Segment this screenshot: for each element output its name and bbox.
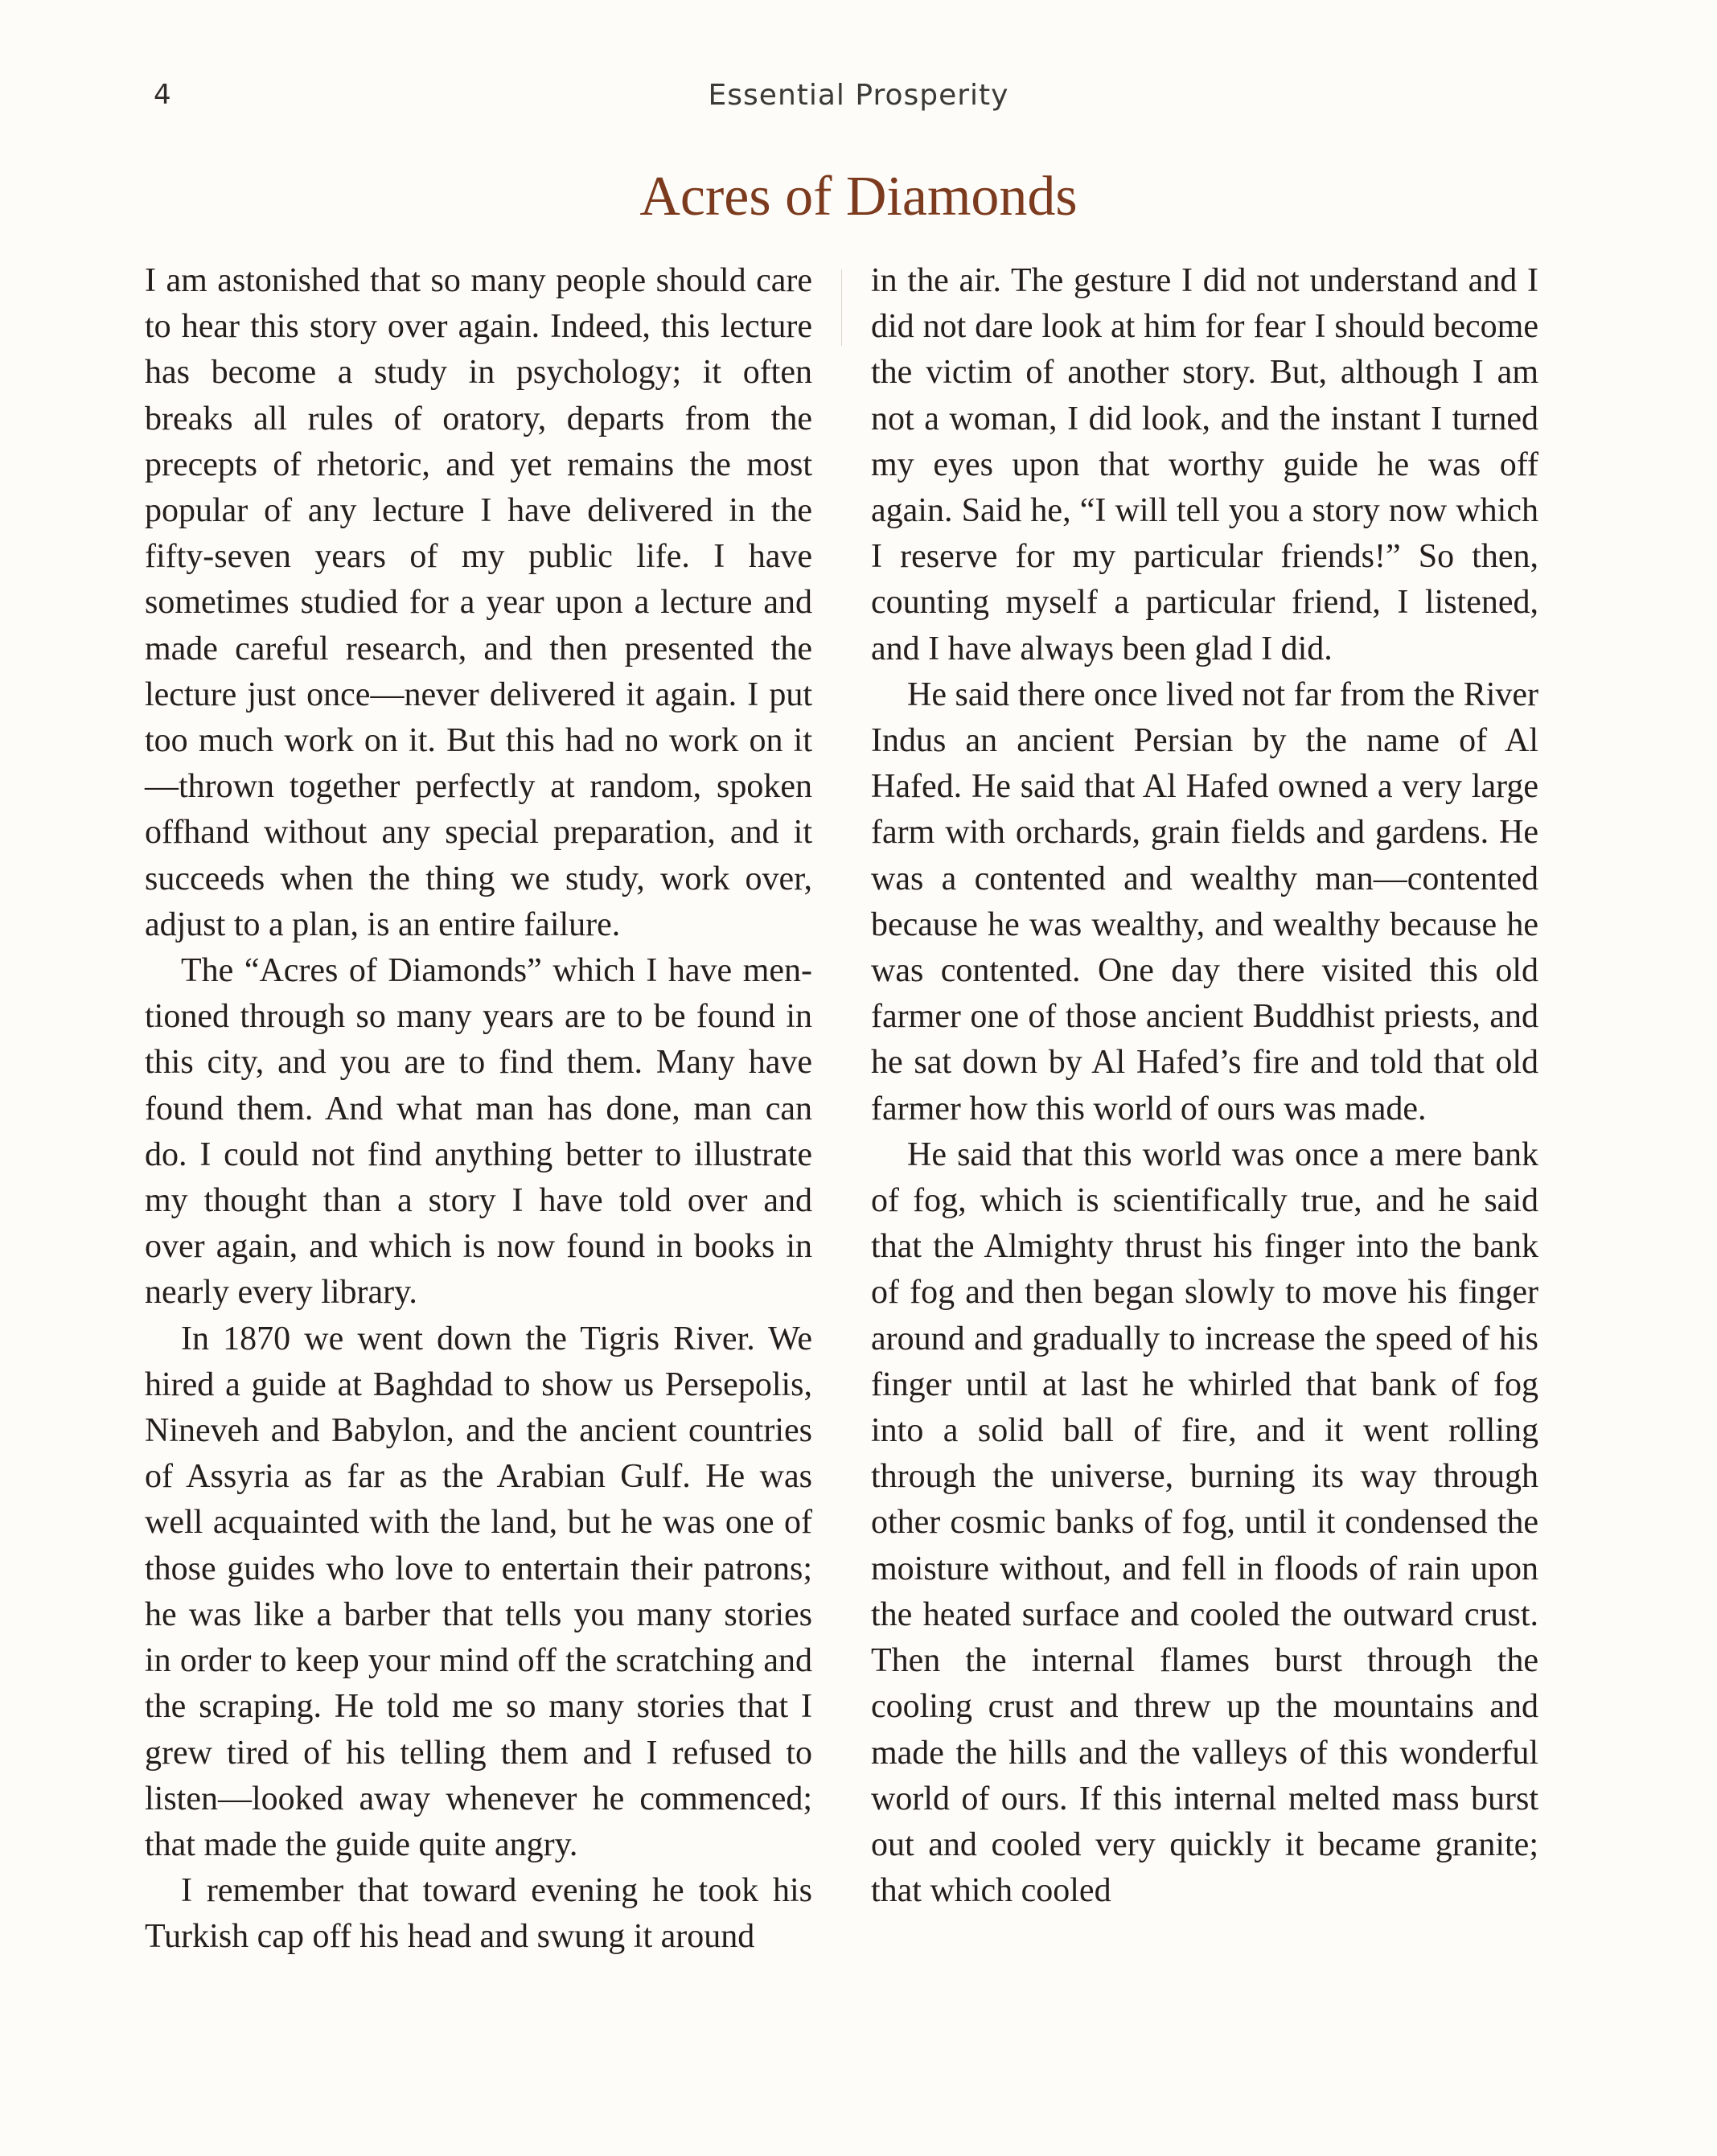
paragraph: The “Acres of Diamonds” which I have mentioned through so many years are to be found in this city, and you are to find them. Many have found them. And what man has done, man can do. I could not find anything better to illustrate my thought than a story I have told over and over again, and which is now found in books in nearly every library. [145, 952, 812, 1312]
gutter-rule [841, 269, 842, 346]
paragraph: I am astonished that so many people should care to hear this story over again. Indeed, this lecture has become a study in psychology; it often breaks all rules of oratory, departs from the precepts of rhetoric, and yet remains the most popular of any lecture I have delivered in the fifty-seven years of my public life. I have sometimes studied for a year upon a lecture and made careful research, and then presented the lecture just once—never delivered it again. I put too much work on it. But this had no work on it—thrown together perfectly at random, spoken offhand without any special preparation, and it succeeds when the thing we study, work over, adjust to a plan, is an entire failure. [145, 262, 812, 943]
chapter-title: Acres of Diamonds [639, 166, 1078, 228]
paragraph: He said there once lived not far from the River Indus an ancient Persian by the name of Al Hafed. He said that Al Hafed owned a very large farm with orchards, grain fields and gardens. He was a contented and wealthy man—contented because he was wealthy, and wealthy because he was contented. One day there visited this old farmer one of those ancient Buddhist priests, and he sat down by Al Hafed’s fire and told that old farmer how this world of ours was made. [871, 676, 1538, 1127]
paragraph: He said that this world was once a mere bank of fog, which is scientifically true, and he said that the Almighty thrust his finger into the bank of fog and then began slowly to move his finger around and gradually to increase the speed of his finger until at last he whirled that bank of fog into a solid ball of fire, and it went rolling through the universe, burning its way through other cosmic banks of fog, until it condensed the moisture without, and fell in floods of rain upon the heated surface and cooled the outward crust. Then the internal flames burst through the cooling crust and threw up the mountains and made the hills and the valleys of this wonderful world of ours. If this internal melted mass burst out and cooled very quickly it became granite; that which cooled [871, 1135, 1538, 1910]
running-title: Essential Prosperity [708, 79, 1009, 112]
running-header [0, 79, 1717, 127]
right-column [871, 258, 1538, 1914]
paragraph: in the air. The gesture I did not understand and I did not dare look at him for fear I should become the victim of another story. But, although I am not a woman, I did look, and the instant I turned my eyes upon that worthy guide he was off again. Said he, “I will tell you a story now which I reserve for my particular friends!” So then, counting myself a particular friend, I listened, and I have always been glad I did. [871, 262, 1538, 667]
page-number: 4 [154, 79, 171, 111]
paragraph: I remember that toward evening he took his Turkish cap off his head and swung it around [145, 1872, 812, 1956]
paragraph: In 1870 we went down the Tigris River. We hired a guide at Baghdad to show us Persepolis, Nineveh and Babylon, and the ancient countries of Assyria as far as the Arabian Gulf. He was well acquainted with the land, but he was one of those guides who love to entertain their patrons; he was like a barber that tells you many stories in order to keep your mind off the scratching and the scraping. He told me so many stories that I grew tired of his telling them and I refused to listen—looked away whenever he commenced; that made the guide quite angry. [145, 1320, 812, 1863]
left-column [145, 258, 812, 1961]
